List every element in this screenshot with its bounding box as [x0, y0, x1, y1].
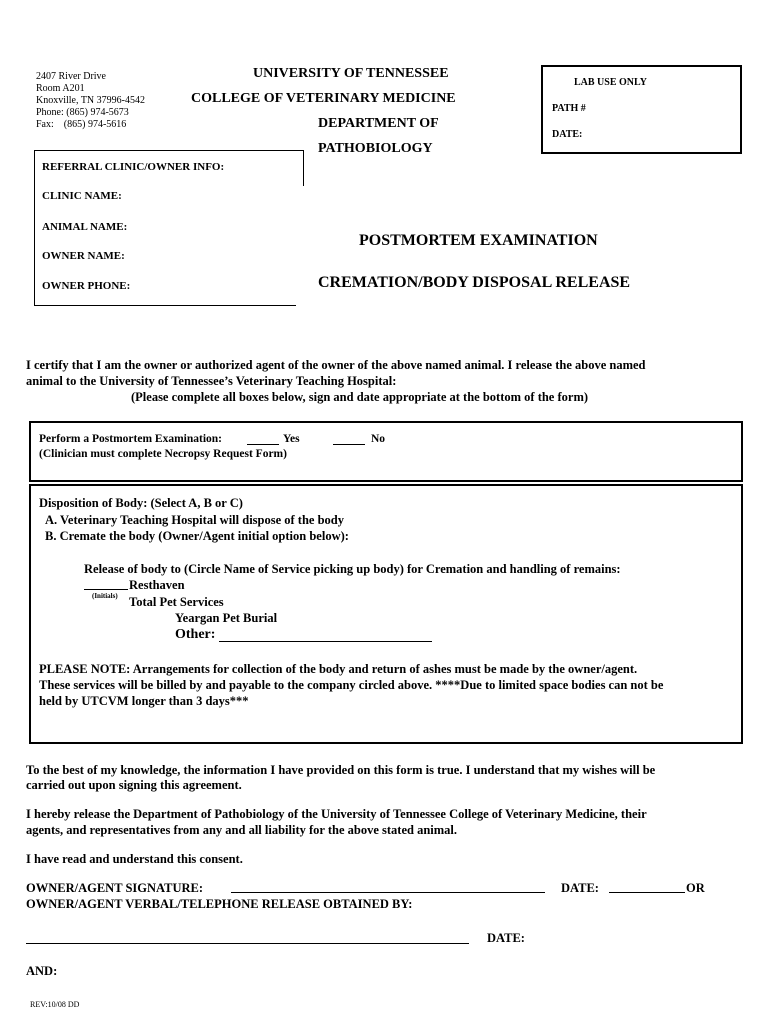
knowledge-line1: To the best of my knowledge, the information I have provided on this form is true. I understand that my wishes will be: [26, 763, 656, 777]
certify-line3: (Please complete all boxes below, sign and date appropriate at the bottom of the form): [131, 390, 589, 404]
yes-blank[interactable]: [247, 433, 279, 445]
exam-title: POSTMORTEM EXAMINATION: [359, 232, 598, 249]
college-name: COLLEGE OF VETERINARY MEDICINE: [191, 91, 456, 106]
service-other-label: Other:: [175, 627, 216, 642]
signature-label: OWNER/AGENT SIGNATURE:: [26, 881, 203, 895]
release-to-line: Release of body to (Circle Name of Service picking up body) for Cremation and handling of remains:: [84, 562, 621, 576]
service-yeargan: Yeargan Pet Burial: [175, 611, 278, 625]
verbal-release-field[interactable]: [26, 931, 469, 944]
address-street: 2407 River Drive: [36, 71, 106, 82]
clinic-name-label: CLINIC NAME:: [42, 190, 122, 202]
lab-path-label: PATH #: [552, 103, 586, 114]
department-line2: PATHOBIOLOGY: [318, 141, 433, 156]
read-consent: I have read and understand this consent.: [26, 852, 243, 866]
disposition-heading: Disposition of Body: (Select A, B or C): [39, 496, 243, 510]
referral-box-top: [34, 150, 304, 151]
certify-line2: animal to the University of Tennessee’s Veterinary Teaching Hospital:: [26, 374, 397, 388]
address-city: Knoxville, TN 37996-4542: [36, 95, 145, 106]
animal-name-label: ANIMAL NAME:: [42, 221, 128, 233]
lab-use-box: [541, 65, 742, 154]
certify-line1: I certify that I am the owner or authorized agent of the owner of the above named animal. I release the above named: [26, 358, 646, 372]
address-room: Room A201: [36, 83, 85, 94]
service-resthaven: Resthaven: [129, 578, 185, 592]
referral-box-bottom: [34, 305, 296, 306]
lab-date-label: DATE:: [552, 129, 583, 140]
disposition-option-a: A. Veterinary Teaching Hospital will dispose of the body: [45, 513, 344, 527]
signature-date-field[interactable]: [609, 880, 685, 893]
signature-date-label: DATE:: [561, 881, 599, 895]
service-total-pet: Total Pet Services: [129, 595, 224, 609]
initials-label: (Initials): [92, 592, 118, 600]
release-line1: I hereby release the Department of Pathobiology of the University of Tennessee College of Veterinary Medicine, their: [26, 807, 647, 821]
signature-field[interactable]: [231, 880, 545, 893]
postmortem-yes: Yes: [283, 433, 300, 445]
department-line1: DEPARTMENT OF: [318, 116, 439, 131]
university-name: UNIVERSITY OF TENNESSEE: [253, 66, 449, 81]
referral-heading: REFERRAL CLINIC/OWNER INFO:: [42, 161, 225, 173]
note-line1: PLEASE NOTE: Arrangements for collection of the body and return of ashes must be made by the owner/agent.: [39, 662, 638, 676]
referral-box-left: [34, 150, 35, 306]
initials-blank[interactable]: [84, 578, 128, 590]
no-blank[interactable]: [333, 433, 365, 445]
note-line3: held by UTCVM longer than 3 days***: [39, 694, 249, 708]
referral-box-right: [303, 150, 304, 186]
knowledge-line2: carried out upon signing this agreement.: [26, 778, 242, 792]
release-line2: agents, and representatives from any and all liability for the above stated animal.: [26, 823, 458, 837]
owner-name-label: OWNER NAME:: [42, 250, 125, 262]
lab-use-title: LAB USE ONLY: [574, 77, 647, 88]
address-block: [36, 71, 145, 131]
owner-phone-label: OWNER PHONE:: [42, 280, 131, 292]
verbal-date-label: DATE:: [487, 931, 525, 945]
note-line2: These services will be billed by and payable to the company circled above. ****Due to limited space bodies can not be: [39, 678, 664, 692]
postmortem-no: No: [371, 433, 386, 445]
verbal-release-label: OWNER/AGENT VERBAL/TELEPHONE RELEASE OBTAINED BY:: [26, 897, 413, 911]
release-title: CREMATION/BODY DISPOSAL RELEASE: [318, 274, 631, 291]
disposition-option-b: B. Cremate the body (Owner/Agent initial option below):: [45, 529, 349, 543]
address-phone: Phone: (865) 974-5673: [36, 107, 129, 118]
address-fax: Fax: (865) 974-5616: [36, 119, 127, 130]
postmortem-note: (Clinician must complete Necropsy Request Form): [39, 448, 287, 460]
other-blank[interactable]: [219, 629, 432, 642]
or-label: OR: [686, 881, 705, 895]
revision-footer: REV:10/08 DD: [30, 1000, 80, 1009]
postmortem-question: Perform a Postmortem Examination:: [39, 433, 222, 445]
and-label: AND:: [26, 964, 58, 978]
